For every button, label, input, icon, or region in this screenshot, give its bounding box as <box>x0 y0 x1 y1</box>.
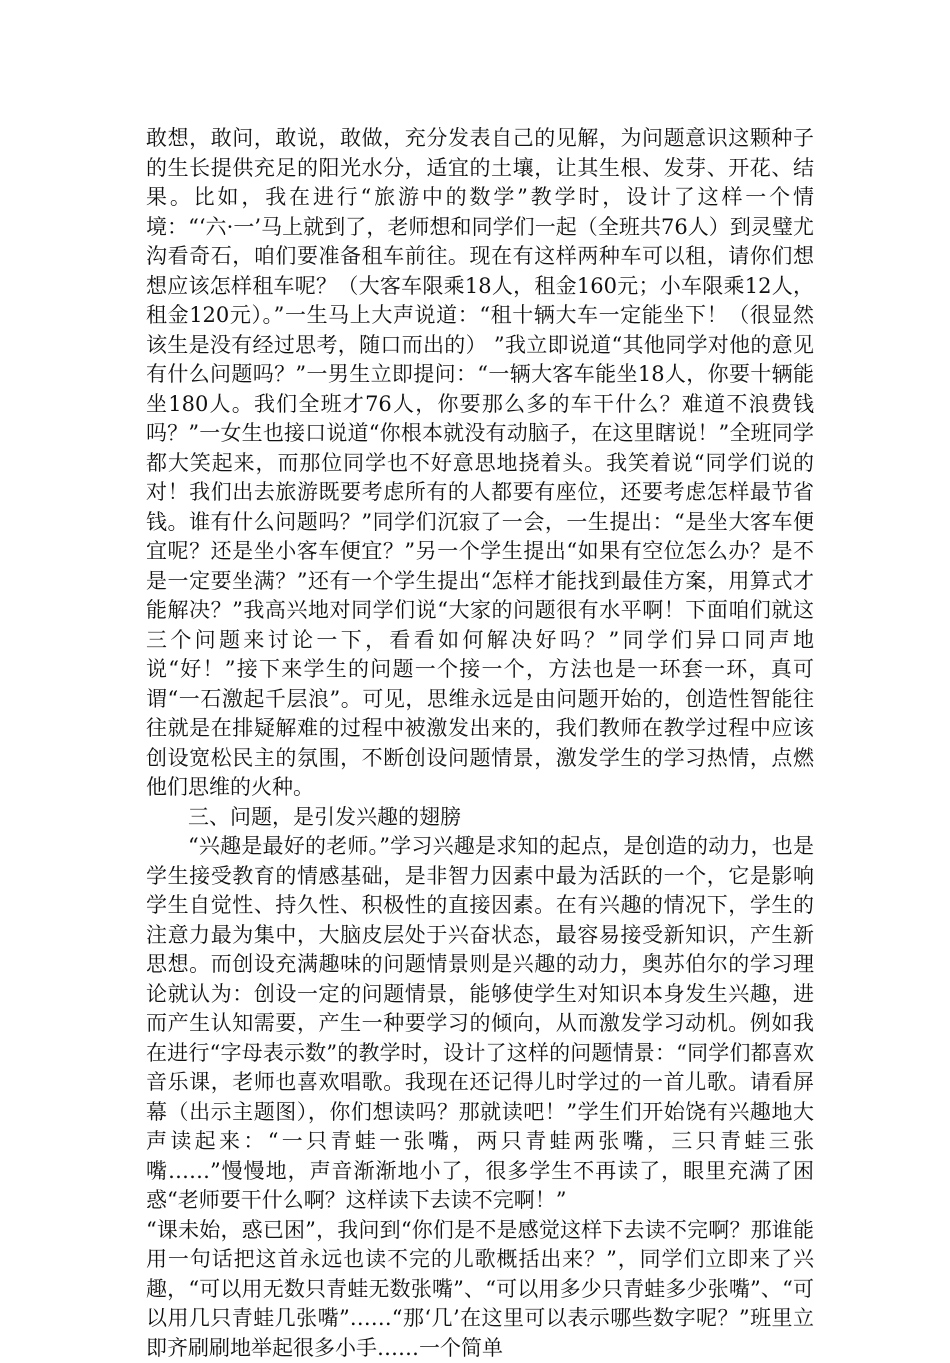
body-paragraph: 敢想，敢问，敢说，敢做，充分发表自己的见解，为问题意识这颗种子的生长提供充足的阳光水分，适宜的土壤，让其生根、发芽、开花、结果。比如，我在进行“旅游中的数学”教学时，设计了这样一个情境：“‘六·一’马上就到了，老师想和同学们一起（全班共76人）到灵璧尤沟看奇石，咱们要准备租车前往。现在有这样两种车可以租，请你们想想应该怎样租车呢？（大客车限乘18人，租金160元；小车限乘12人，租金120元）。”一生马上大声说道：“租十辆大车一定能坐下！（很显然该生是没有经过思考，随口而出的） ”我立即说道“其他同学对他的意见有什么问题吗？”一男生立即提问：“一辆大客车能坐18人，你要十辆能坐180人。我们全班才76人，你要那么多的车干什么？难道不浪费钱吗？”一女生也接口说道“你根本就没有动脑子，在这里瞎说！”全班同学都大笑起来，而那位同学也不好意思地挠着头。我笑着说“同学们说的对！我们出去旅游既要考虑所有的人都要有座位，还要考虑怎样最节省钱。谁有什么问题吗？”同学们沉寂了一会，一生提出：“是坐大客车便宜呢？还是坐小客车便宜？”另一个学生提出“如果有空位怎么办？是不是一定要坐满？”还有一个学生提出“怎样才能找到最佳方案，用算式才能解决？”我高兴地对同学们说“大家的问题很有水平啊！下面咱们就这三个问题来讨论一下，看看如何解决好吗？”同学们异口同声地说“好！”接下来学生的问题一个接一个，方法也是一环套一环，真可谓“一石激起千层浪”。可见，思维永远是由问题开始的，创造性智能往往就是在排疑解难的过程中被激发出来的，我们教师在教学过程中应该创设宽松民主的氛围，不断创设问题情景，激发学生的学习热情，点燃他们思维的火种。 <box>146 124 814 803</box>
body-paragraph: “兴趣是最好的老师。”学习兴趣是求知的起点，是创造的动力，也是学生接受教育的情感基础，是非智力因素中最为活跃的一个，它是影响学生自觉性、持久性、积极性的直接因素。在有兴趣的情况下，学生的注意力最为集中，大脑皮层处于兴奋状态，最容易接受新知识，产生新思想。而创设充满趣味的问题情景则是兴趣的动力，奥苏伯尔的学习理论就认为：创设一定的问题情景，能够使学生对知识本身发生兴趣，进而产生认知需要，产生一种要学习的倾向，从而激发学习动机。例如我在进行“字母表示数”的教学时，设计了这样的问题情景：“同学们都喜欢音乐课，老师也喜欢唱歌。我现在还记得儿时学过的一首儿歌。请看屏幕（出示主题图），你们想读吗？那就读吧！”学生们开始饶有兴趣地大声读起来：“一只青蛙一张嘴，两只青蛙两张嘴，三只青蛙三张嘴……”慢慢地，声音渐渐地小了，很多学生不再读了，眼里充满了困惑“老师要干什么啊？这样读下去读不完啊！” <box>146 832 814 1216</box>
document-page <box>146 124 814 1363</box>
body-paragraph: “课未始，惑已困”，我问到“你们是不是感觉这样下去读不完啊？那谁能用一句话把这首永远也读不完的儿歌概括出来？”，同学们立即来了兴趣，“可以用无数只青蛙无数张嘴”、“可以用多少只青蛙多少张嘴”、“可以用几只青蛙几张嘴”……“那‘几’在这里可以表示哪些数字呢？”班里立即齐刷刷地举起很多小手……一个简单 <box>146 1216 814 1363</box>
section-heading: 三、问题，是引发兴趣的翅膀 <box>146 803 814 833</box>
